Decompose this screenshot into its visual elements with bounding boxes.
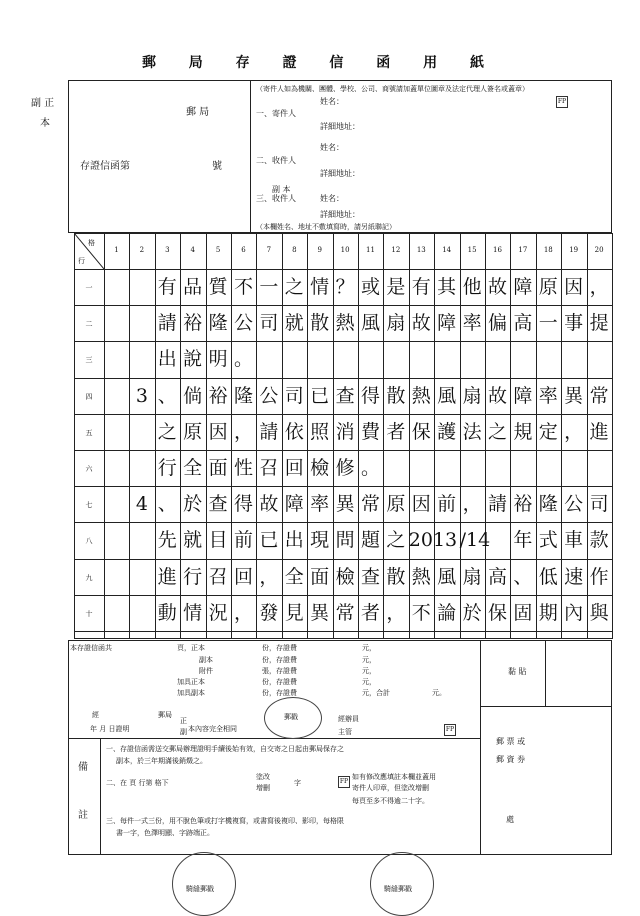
- grid-cell: 檢: [335, 565, 355, 588]
- grid-cell: 風: [437, 384, 457, 407]
- remark-2-char: 字: [294, 779, 301, 787]
- grid-cell: 者: [386, 420, 406, 443]
- grid-cell: 於: [183, 493, 203, 516]
- grid-cell: 散: [310, 312, 330, 335]
- grid-cell: 依: [284, 420, 304, 443]
- grid-cell: 不: [411, 601, 431, 624]
- cert-prefix: 經: [92, 711, 99, 719]
- grid-cell: 高: [487, 565, 507, 588]
- grid-cell: 請: [259, 420, 279, 443]
- grid-cell: ，: [259, 565, 279, 588]
- grid-cell: 面: [310, 565, 330, 588]
- grid-cell: 就: [284, 312, 304, 335]
- grid-cell: 公: [259, 384, 279, 407]
- grid-cell: 倘: [183, 384, 203, 407]
- grid-cell: ，: [386, 601, 406, 624]
- header-note-top: （寄件人如為機關、團體、學校、公司、商號請加蓋單位圖章及法定代理人簽名或蓋章）: [256, 85, 529, 93]
- row-label: 一: [85, 284, 93, 292]
- column-number: 11: [366, 246, 375, 254]
- column-number: 9: [317, 246, 322, 254]
- column-number: 4: [190, 246, 195, 254]
- grid-cell: 、: [157, 493, 177, 516]
- column-number: 10: [340, 246, 350, 254]
- grid-cell: 率: [310, 493, 330, 516]
- grid-cell: 請: [157, 312, 177, 335]
- column-number: 6: [241, 246, 246, 254]
- grid-cell: 率: [538, 384, 558, 407]
- cert-same-content: 本內容完全相同: [188, 725, 237, 733]
- grid-cell: 者: [360, 601, 380, 624]
- remark-1-line-1: 一、存證信函需送交郵局辦理證明手續後始有效，自交寄之日起由郵局保存之: [106, 745, 344, 753]
- grid-cell: 召: [259, 457, 279, 479]
- extra-orig-label: 加具正本: [177, 678, 205, 686]
- grid-cell: 出: [157, 348, 177, 371]
- column-number: 5: [215, 246, 221, 254]
- column-number: 16: [493, 246, 502, 254]
- column-number: 7: [266, 246, 272, 254]
- attach-label: 附件: [199, 667, 213, 675]
- row-label: 七: [85, 501, 93, 510]
- grid-cell: 他: [462, 276, 482, 298]
- grid-cell: 異: [564, 384, 584, 407]
- fee-unit-1: 元，: [362, 644, 376, 652]
- grid-cell: 4: [135, 493, 148, 516]
- grid-cell: 或: [360, 276, 380, 298]
- fee-row-3: 張，存證費: [262, 667, 297, 675]
- grid-cell: 、: [157, 384, 177, 407]
- grid-cell: 費: [360, 420, 380, 443]
- grid-cell: 就: [183, 529, 203, 552]
- fee-row-4: 份，存證費: [262, 678, 297, 686]
- grid-cell: 發: [259, 601, 279, 624]
- grid-cell: 況: [208, 601, 228, 624]
- stamp-box-line-2: 郵 資 券: [496, 755, 526, 764]
- grid-cell: 見: [284, 601, 304, 624]
- letter-number-suffix: 號: [212, 161, 222, 172]
- grid-cell: 障: [437, 312, 457, 335]
- grid-cell: 公: [233, 312, 253, 335]
- grid-cell: 檢: [310, 457, 330, 479]
- sender-address-label: 詳細地址：: [320, 122, 360, 131]
- remark-2-note-2: 寄件人印章，但塗改增刪: [352, 784, 429, 792]
- grid-cell: 回: [284, 457, 304, 479]
- grid-cell: 障: [513, 276, 533, 298]
- row-label: 十: [85, 609, 93, 618]
- grid-cell: 款: [589, 529, 609, 552]
- grid-cell: 裕: [183, 312, 203, 335]
- form-title: 郵 局 存 證 信 函 用 紙: [141, 55, 499, 71]
- grid-cell: 之: [386, 529, 406, 552]
- row-label: 五: [85, 428, 93, 437]
- grid-cell: 車: [564, 529, 584, 552]
- cc-address-label: 詳細地址：: [320, 210, 360, 219]
- grid-cell: 與: [589, 601, 609, 624]
- grid-cell: 內: [564, 601, 584, 624]
- row-label: 二: [85, 320, 93, 329]
- grid-cell: 故: [411, 312, 431, 335]
- copy-label: 副本: [199, 656, 213, 664]
- column-number: 8: [292, 246, 297, 254]
- remark-2-note-3: 每頁至多不得逾二十字。: [352, 797, 429, 805]
- paste-label: 黏 貼: [508, 667, 527, 676]
- grid-cell: 率: [462, 312, 482, 335]
- grid-cell: 護: [437, 420, 457, 443]
- cc-label-top: 副 本: [272, 185, 291, 194]
- row-label: 八: [85, 537, 93, 546]
- grid-cell: 公: [564, 493, 584, 516]
- fee-total-unit: 元。: [432, 689, 446, 697]
- grid-cell: 故: [487, 276, 507, 298]
- remarks-title-bottom: 註: [78, 810, 88, 821]
- grid-cell: 異: [310, 601, 330, 624]
- grid-cell: 因: [411, 493, 431, 516]
- grid-cell: 質: [208, 276, 228, 298]
- grid-cell: 原: [183, 420, 203, 443]
- grid-cell: 速: [564, 565, 584, 588]
- grid-cell: 已: [310, 384, 330, 407]
- receiver-label: 二、收件人: [256, 156, 296, 165]
- row-label: 六: [85, 465, 93, 473]
- grid-cell: 其: [437, 276, 457, 298]
- grid-cell: 。: [233, 348, 253, 371]
- grid-cell: 異: [335, 493, 355, 516]
- grid-cell: 召: [208, 565, 228, 588]
- receiver-name-label: 姓名：: [320, 143, 344, 152]
- grid-cell: 法: [462, 420, 482, 443]
- column-number: 19: [569, 246, 579, 254]
- grid-cell: 熱: [411, 384, 431, 407]
- fee-unit-4: 元，: [362, 678, 376, 686]
- grid-cell: 偏: [487, 312, 507, 335]
- grid-cell: /14: [459, 529, 491, 552]
- grid-cell: 已: [259, 529, 279, 552]
- grid-cell: 是: [386, 276, 406, 298]
- grid-cell: 司: [259, 312, 279, 335]
- row-label: 三: [85, 356, 93, 365]
- grid-cell: 行: [157, 457, 177, 479]
- grid-cell: 回: [233, 565, 253, 588]
- grid-cell: 明: [208, 348, 228, 371]
- fee-total-label: 元，合計: [362, 689, 390, 697]
- row-label: 四: [85, 392, 93, 401]
- grid-cell: 保: [411, 420, 431, 443]
- grid-cell: 因: [208, 420, 228, 443]
- grid-cell: 式: [538, 529, 558, 552]
- grid-cell: 面: [208, 457, 228, 479]
- grid-cell: 性: [233, 457, 253, 479]
- header-note-bottom: （本欄姓名、地址不敷填寫時，請另紙聯記）: [256, 223, 396, 231]
- grid-cell: 查: [360, 565, 380, 588]
- grid-cell: 原: [538, 276, 558, 298]
- column-number: 2: [139, 246, 145, 254]
- grid-cell: 固: [513, 601, 533, 624]
- grid-cell: 高: [513, 312, 533, 335]
- grid-cell: 之: [487, 420, 507, 443]
- grid-cell: 問: [335, 529, 355, 552]
- fp-stamp-remark: FP: [338, 776, 350, 788]
- grid-cell: 作: [589, 565, 609, 588]
- grid-cell: 得: [360, 384, 380, 407]
- grid-cell: 、: [513, 565, 533, 588]
- remarks-title-top: 備: [78, 762, 88, 773]
- post-office-label: 郵 局: [186, 107, 210, 118]
- side-label-sub: 本: [40, 118, 50, 129]
- grid-cell: 提: [589, 312, 609, 335]
- grid-cell: 有: [411, 276, 431, 298]
- grid-cell: ，: [564, 420, 584, 443]
- grid-cell: 行: [183, 565, 203, 588]
- grid-cell: 照: [310, 420, 330, 443]
- column-number: 17: [518, 246, 528, 254]
- grid-cell: 。: [360, 457, 380, 479]
- grid-cell: 司: [589, 493, 609, 516]
- fp-stamp-mark: FP: [556, 96, 568, 108]
- remark-2-note-1: 如有修改應填註本欄並蓋用: [352, 773, 436, 781]
- extra-copy-label: 加具副本: [177, 689, 205, 697]
- corner-label-row: 行: [78, 257, 85, 265]
- grid-cell: 出: [284, 529, 304, 552]
- fee-unit-3: 元，: [362, 667, 376, 675]
- grid-cell: 2013: [408, 529, 458, 552]
- grid-cell: 故: [259, 493, 279, 516]
- grid-cell: ，: [462, 493, 482, 516]
- fp-stamp-footer: FP: [444, 724, 456, 736]
- grid-cell: 期: [538, 601, 558, 624]
- grid-cell: 熱: [411, 565, 431, 588]
- cc-receiver-label: 三、收件人: [256, 194, 296, 203]
- corner-label-grid: 格: [88, 239, 95, 247]
- remark-2-add-del: 增刪: [256, 784, 270, 792]
- grid-cell: 全: [183, 457, 203, 479]
- grid-cell: 散: [386, 565, 406, 588]
- cert-orig: 正: [180, 717, 187, 725]
- grid-cell: 隆: [538, 493, 558, 516]
- grid-cell: 動: [157, 601, 177, 624]
- grid-cell: 題: [360, 529, 380, 552]
- grid-cell: 於: [462, 601, 482, 624]
- cc-name-label: 姓名：: [320, 194, 344, 203]
- grid-cell: 之: [157, 420, 177, 443]
- grid-cell: ，: [233, 420, 253, 443]
- grid-cell: 扇: [462, 565, 482, 588]
- grid-cell: 保: [487, 601, 507, 624]
- grid-cell: 常: [335, 601, 355, 624]
- remark-2-alter: 塗改: [256, 773, 270, 781]
- column-number: 20: [594, 246, 604, 254]
- grid-cell: 得: [233, 493, 253, 516]
- grid-cell: 裕: [208, 384, 228, 407]
- postmark-label: 郵戳: [284, 713, 298, 721]
- grid-cell: 全: [284, 565, 304, 588]
- grid-cell: 原: [386, 493, 406, 516]
- sender-label: 一、寄件人: [256, 109, 296, 118]
- grid-cell: 說: [183, 348, 203, 371]
- grid-cell: 故: [487, 384, 507, 407]
- grid-cell: 請: [487, 493, 507, 516]
- cert-post-office: 郵局: [158, 711, 172, 719]
- stamp-box-line-1: 郵 票 或: [496, 737, 526, 746]
- column-number: 13: [416, 246, 426, 254]
- letter-number-prefix: 存證信函第: [80, 161, 130, 172]
- grid-cell: 修: [335, 457, 355, 479]
- grid-cell: 風: [437, 565, 457, 588]
- pages-orig-label: 頁，正本: [177, 644, 205, 652]
- grid-cell: 裕: [513, 493, 533, 516]
- column-number: 15: [467, 246, 477, 254]
- grid-cell: 低: [538, 565, 558, 588]
- grid-cell: 品: [183, 276, 203, 298]
- grid-cell: 司: [284, 384, 304, 407]
- remark-3-line-1: 三、每件一式三份，用不脫色筆或打字機複寫，或書寫後複印、影印，每格限: [106, 817, 344, 825]
- grid-cell: 進: [157, 565, 177, 588]
- grid-cell: 扇: [462, 384, 482, 407]
- fee-unit-2: 元，: [362, 656, 376, 664]
- fee-row-2: 份，存證費: [262, 656, 297, 664]
- grid-cell: 先: [157, 529, 177, 552]
- grid-cell: 消: [335, 420, 355, 443]
- grid-cell: ？: [335, 276, 355, 298]
- grid-cell: 一: [538, 312, 558, 335]
- seal-label-left: 騎縫郵戳: [186, 885, 214, 893]
- column-number: 12: [391, 246, 401, 254]
- grid-cell: ，: [589, 276, 609, 298]
- grid-cell: 熱: [335, 312, 355, 335]
- grid-cell: 障: [513, 384, 533, 407]
- remark-1-line-2: 副本，於三年期滿後銷燬之。: [116, 757, 207, 765]
- receiver-address-label: 詳細地址：: [320, 169, 360, 178]
- column-number: 3: [165, 246, 170, 254]
- grid-cell: 風: [360, 312, 380, 335]
- fee-row-1: 份，存證費: [262, 644, 297, 652]
- grid-cell: 前: [233, 529, 253, 552]
- grid-cell: 年: [513, 529, 533, 552]
- grid-cell: 規: [513, 420, 533, 443]
- side-label: 副 正: [31, 98, 55, 109]
- column-number: 18: [543, 246, 553, 254]
- grid-cell: 隆: [208, 312, 228, 335]
- grid-cell: 扇: [386, 312, 406, 335]
- grid-cell: 之: [284, 276, 304, 298]
- grid-cell: 情: [183, 601, 203, 624]
- grid-cell: 論: [437, 601, 457, 624]
- grid-cell: 散: [386, 384, 406, 407]
- grid-cell: 有: [157, 276, 177, 298]
- grid-cell: 進: [589, 420, 609, 443]
- grid-cell: 隆: [233, 384, 253, 407]
- remark-3-line-2: 書一字，色澤明顯、字跡端正。: [116, 829, 214, 837]
- cert-date: 年 月 日證明: [90, 725, 130, 733]
- grid-cell: 3: [135, 384, 148, 407]
- grid-cell: 現: [310, 529, 330, 552]
- fee-row-5: 份，存證費: [262, 689, 297, 697]
- grid-cell: 障: [284, 493, 304, 516]
- grid-cell: 常: [360, 493, 380, 516]
- stamp-box-place: 處: [506, 815, 514, 824]
- remark-2-line-1: 二、在 頁 行第 格下: [106, 779, 169, 787]
- grid-cell: 不: [233, 276, 253, 298]
- grid-cell: ，: [233, 601, 253, 624]
- row-label: 九: [85, 573, 93, 582]
- grid-cell: 事: [564, 312, 584, 335]
- summary-prefix: 本存證信函共: [70, 644, 112, 652]
- grid-cell: 一: [259, 276, 279, 298]
- column-number: 1: [114, 246, 119, 254]
- grid-cell: 前: [437, 493, 457, 516]
- grid-cell: 查: [208, 493, 228, 516]
- grid-cell: 情: [310, 276, 330, 298]
- seal-label-right: 騎縫郵戳: [384, 885, 412, 893]
- grid-cell: 目: [208, 529, 228, 552]
- grid-cell: 查: [335, 384, 355, 407]
- grid-cell: 定: [538, 420, 558, 443]
- grid-cell: 常: [589, 384, 609, 407]
- sender-name-label: 姓名：: [320, 97, 344, 106]
- supervisor-label: 主管: [338, 728, 352, 736]
- cert-copy: 副: [180, 728, 187, 736]
- grid-cell: 因: [564, 276, 584, 298]
- clerk-label: 經辦員: [338, 715, 359, 723]
- column-number: 14: [442, 246, 452, 254]
